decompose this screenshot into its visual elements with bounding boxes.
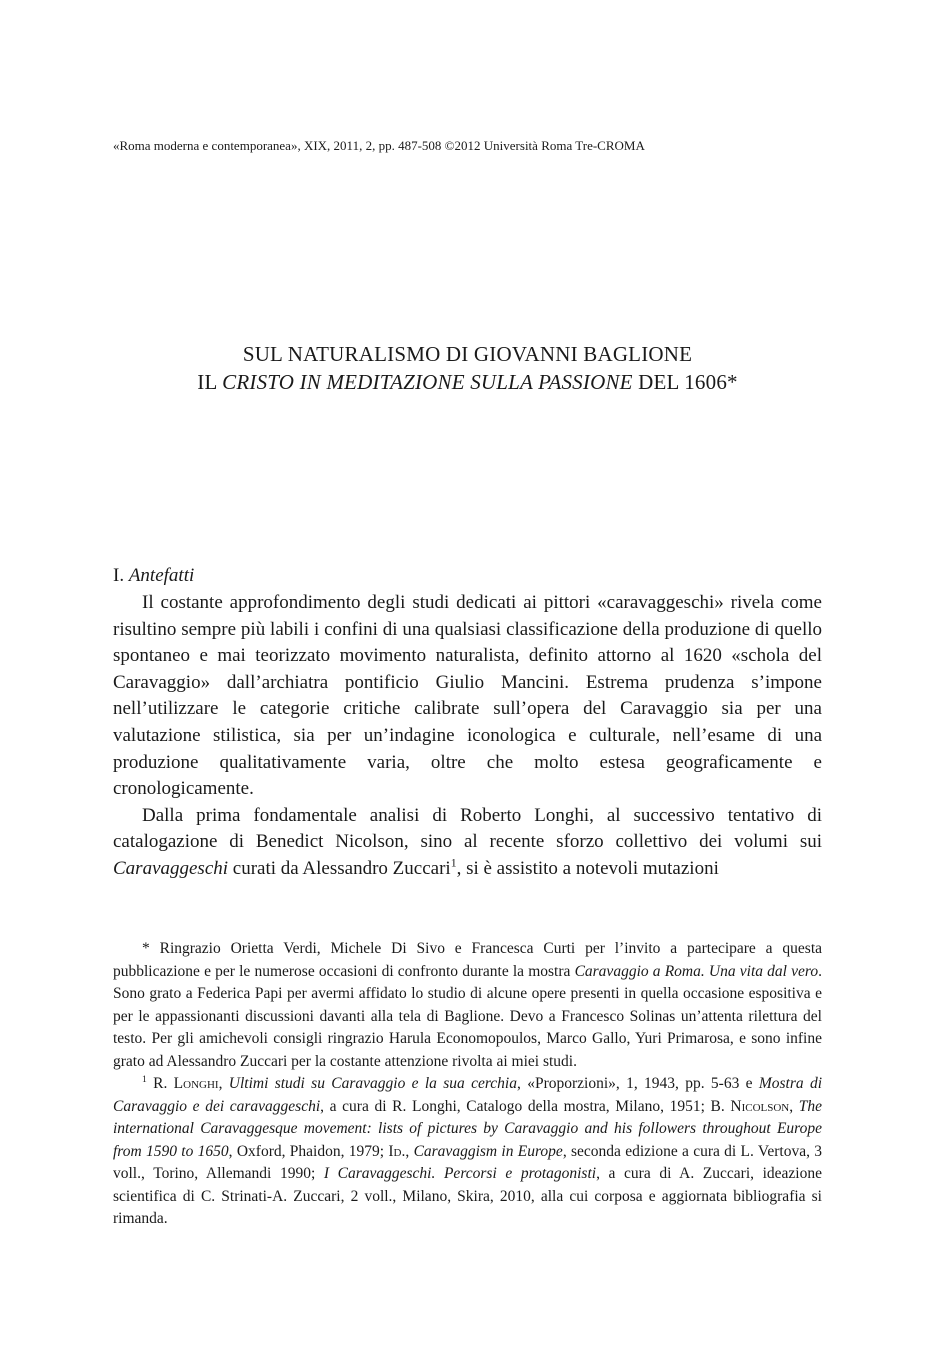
fn1-title-1: Ultimi studi su Caravaggio e la sua cerchia (228, 1075, 517, 1092)
fn1-title-5: I Caravaggeschi. Percorsi e protagonisti (323, 1165, 597, 1182)
fn1-s8: , seconda edizione a cura di L. Vertova, 3 voll., Torino, Allemandi 1990; (113, 1142, 823, 1182)
title-line-2-italic: CRISTO IN MEDITAZIONE SULLA PASSIONE (222, 370, 633, 394)
section-name: Antefatti (128, 565, 195, 586)
running-head: «Roma moderna e contemporanea», XIX, 2011, 2, pp. 487-508 ©2012 Università Roma Tre-CROMA (113, 138, 645, 153)
fn1-author-nicolson: Nicolson (730, 1097, 790, 1115)
fn1-author-longhi: Longhi (173, 1075, 219, 1092)
fn1-s5: , (789, 1097, 799, 1115)
section-number: I. (113, 565, 129, 586)
title-line-2-post: DEL 1606* (632, 370, 738, 394)
footnote-star-text-a: * Ringrazio Orietta Verdi, Michele Di Sivo e Francesca Curti per l’invito a partecipare a questa pubblicazione e per le numerose occasioni di confronto durante la mostra (113, 940, 822, 980)
fn1-s9: , a cura di A. Zuccari, ideazione scientifica di C. Strinati-A. Zuccari, 2 voll., Milano, Skira, 2010, alla cui corposa e aggiornata bibliografia si rimanda. (113, 1165, 822, 1227)
footnote-1-marker: 1 (142, 1073, 147, 1085)
fn1-s2: , (218, 1075, 229, 1092)
body-paragraph-2 (113, 803, 822, 883)
body-p2-text-c: , si è assistito a notevoli mutazioni (456, 857, 719, 879)
body-p2-text-a: Dalla prima fondamentale analisi di Roberto Longhi, al successivo tentativo di catalogazione di Benedict Nicolson, sino al recente sforzo collettivo dei volumi sui (113, 804, 822, 853)
footnote-star (113, 938, 822, 1073)
footnote-star-text-b: . Sono grato a Federica Papi per avermi affidato lo studio di alcune opere presenti in quella occasione espositiva e per le appassionanti discussioni davanti alla tela di Baglione. Devo a Francesco Solinas un’attenta rilettura del testo. Per gli amichevoli consigli ringrazio Harula Economopoulos, Marco Gallo, Yuri Primarosa, e sono infine grato ad Alessandro Zuccari per la costante attenzione rivolta ai miei studi. (113, 962, 822, 1070)
title-line-1: SUL NATURALISMO DI GIOVANNI BAGLIONE (242, 342, 693, 366)
body-paragraph-1: Il costante approfondimento degli studi dedicati ai pittori «caravaggeschi» rivela come risultino sempre più labili i confini di una qualsiasi classificazione della produzione di quello spontaneo e mai teorizzato movimento naturalista, definito attorno al 1620 «schola del Caravaggio» dall’archiatra pontificio Giulio Mancini. Estrema prudenza s’impone nell’utilizzare le categorie critiche calibrate sull’opera del Caravaggio sia per una valutazione stilistica, sia per un’indagine iconologica e culturale, nell’esame di una produzione qualitativamente varia, oltre che molto estesa geograficamente e cronologicamente. (113, 592, 822, 800)
fn1-s4: , a cura di R. Longhi, Catalogo della mostra, Milano, 1951; B. (320, 1097, 731, 1115)
footnote-star-italic: Caravaggio a Roma. Una vita dal vero (574, 962, 819, 980)
fn1-author-id: Id (388, 1142, 402, 1160)
fn1-s7: ., (401, 1142, 414, 1160)
body-p2-italic: Caravaggeschi (113, 857, 229, 879)
section-heading (113, 563, 194, 589)
fn1-s3: , «Proporzioni», 1, 1943, pp. 5-63 e (517, 1075, 759, 1092)
fn1-title-3: The international Caravaggesque movement: lists of pictures by Caravaggio and his followers throughout Europe from 1590 to 1650 (113, 1097, 823, 1160)
fn1-title-4: Caravaggism in Europe (413, 1142, 563, 1160)
footnotes (113, 938, 822, 1231)
fn1-title-2: Mostra di Caravaggio e dei caravaggeschi (113, 1075, 823, 1115)
body-text (113, 590, 822, 883)
footnote-1 (113, 1073, 822, 1231)
footnote-ref-1: 1 (450, 856, 457, 870)
article-title (113, 340, 822, 396)
fn1-s1: R. (146, 1075, 174, 1092)
title-line-2-pre: IL (197, 370, 223, 394)
title-line-2 (113, 368, 822, 396)
body-p2-text-b: curati da Alessandro Zuccari (228, 857, 451, 879)
fn1-s6: , Oxford, Phaidon, 1979; (228, 1142, 389, 1160)
